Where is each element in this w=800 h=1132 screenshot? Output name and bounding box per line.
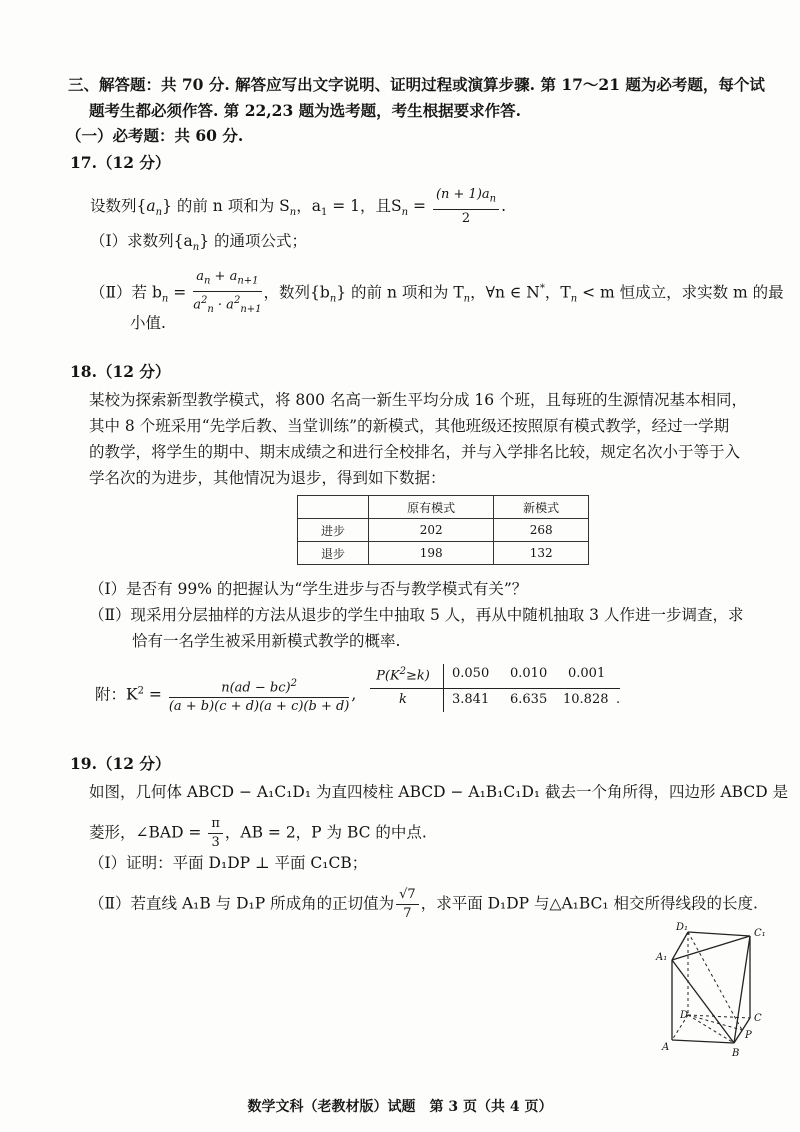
edge-c1b	[734, 936, 750, 1043]
p-value: 0.001	[568, 666, 606, 681]
period: .	[616, 692, 621, 707]
table-cell: 进步	[298, 519, 369, 542]
geometry-figure	[650, 918, 780, 1063]
q17-stem: 设数列$\{a_n\}$ 的前 n 项和为 $S_n$，$a_1 = 1$，且$S_n$ = $\frac{(n + 1)a_n}{2}$ .	[90, 187, 507, 226]
edge-dc-hidden	[688, 1015, 750, 1018]
q18-p1: 某校为探索新型教学模式，将 800 名高一新生平均分成 16 个班，且每班的生源情况基本相同，	[89, 391, 748, 409]
label-b: B	[732, 1048, 740, 1059]
label-d1: D₁	[676, 922, 689, 933]
p-value: 0.050	[452, 666, 490, 681]
table-cell: 268	[494, 519, 589, 542]
label-c: C	[754, 1013, 762, 1024]
table-divider	[370, 688, 620, 689]
q19-number: 19.（12 分）	[70, 754, 171, 773]
p-value: 0.010	[510, 666, 548, 681]
k-value: 3.841	[452, 692, 490, 707]
section-title: （一）必考题：共 60 分.	[66, 126, 244, 145]
edge-d1c1	[688, 932, 750, 936]
k-label: k	[399, 692, 407, 707]
q18-p4: 学名次的为进步，其他情况为退步，得到如下数据：	[89, 469, 446, 487]
data-table	[297, 495, 589, 565]
q19-p2: 菱形，∠BAD = $\frac{\pi}{3}$ ，AB = 2，P 为 BC 的中点.	[89, 816, 427, 850]
k-value: 6.635	[510, 692, 548, 707]
q17-number: 17.（12 分）	[70, 153, 171, 172]
table-header-cell	[298, 496, 369, 519]
table-header-cell: 新模式	[494, 496, 589, 519]
label-a1: A₁	[656, 952, 668, 963]
q18-p2: 其中 8 个班采用“先学后教、当堂训练”的新模式，其他班级还按照原有模式教学，经过一学期	[89, 417, 730, 435]
q19-part1: （Ⅰ）证明：平面 D₁DP ⊥ 平面 C₁CB；	[89, 854, 368, 872]
q18-part2a: （Ⅱ）现采用分层抽样的方法从退步的学生中抽取 5 人，再从中随机抽取 3 人作进一步调查，求	[89, 606, 744, 624]
edge-a1b	[672, 960, 734, 1043]
q17-part2: （Ⅱ）若 $b_n$ = $\frac{a_n + a_{n+1}}{a^2_n \cdot a^2_{n+1}}$ ，数列$\{b_n\}$ 的前 n 项和为 $T_n$，∀n ∈ N*，$T_n < m$ 恒成立，求实数 m 的最	[90, 269, 784, 315]
page-footer: 数学文科（老教材版）试题 第 3 页（共 4 页）	[247, 1099, 553, 1115]
chi-square-formula: 附：$K^2$ = $\frac{n(ad - bc)^2}{(a + b)(c + d)(a + c)(b + d)}$ ,	[95, 675, 356, 716]
label-p: P	[745, 1030, 752, 1041]
critical-value-table	[370, 664, 620, 714]
table-row	[298, 542, 589, 565]
k-value: 10.828	[563, 692, 609, 707]
edge-db-hidden	[688, 1015, 734, 1043]
table-cell: 198	[369, 542, 494, 565]
q18-number: 18.（12 分）	[70, 362, 171, 381]
q19-part2: （Ⅱ）若直线 A₁B 与 D₁P 所成角的正切值为 $\frac{√7}{7}$ ，求平面 D₁DP 与△A₁BC₁ 相交所得线段的长度.	[89, 887, 758, 921]
edge-ab	[672, 1040, 734, 1043]
p-label: $P(K^2\ge k)$	[376, 666, 430, 684]
table-cell: 132	[494, 542, 589, 565]
label-a: A	[662, 1042, 670, 1053]
label-d: D	[680, 1010, 689, 1021]
q18-p3: 的教学，将学生的期中、期末成绩之和进行全校排名，并与入学排名比较，规定名次小于等于入	[89, 443, 741, 461]
table-cell: 202	[369, 519, 494, 542]
label-c1: C₁	[754, 928, 766, 939]
q19-p1: 如图，几何体 ABCD − A₁C₁D₁ 为直四棱柱 ABCD − A₁B₁C₁D₁ 截去一个角所得，四边形 ABCD 是	[89, 783, 789, 801]
intro-line2: 题考生都必须作答. 第 22,23 题为选考题，考生根据要求作答.	[89, 101, 522, 120]
q17-part1: （Ⅰ）求数列$\{a_n\}$ 的通项公式；	[90, 232, 307, 254]
intro-line1: 三、解答题：共 70 分. 解答应写出文字说明、证明过程或演算步骤. 第 17～21 题为必考题，每个试	[68, 75, 765, 94]
table-row	[298, 519, 589, 542]
table-header-row	[298, 496, 589, 519]
table-header-cell: 原有模式	[369, 496, 494, 519]
table-cell: 退步	[298, 542, 369, 565]
q17-part2-tail: 小值.	[130, 314, 166, 332]
q18-part2b: 恰有一名学生被采用新模式教学的概率.	[132, 632, 401, 650]
q18-part1: （Ⅰ）是否有 99% 的把握认为“学生进步与否与教学模式有关”？	[89, 580, 528, 598]
